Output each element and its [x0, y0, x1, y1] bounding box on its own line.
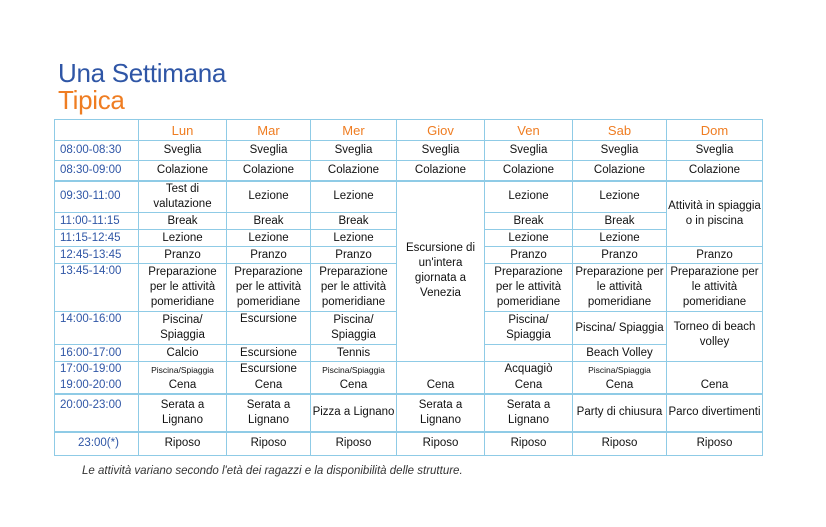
time-cell: 12:45-13:45 [55, 247, 139, 264]
schedule-cell: Sveglia [311, 141, 397, 161]
schedule-cell: Riposo [311, 432, 397, 456]
venezia-excursion-cell: Escursione di un'intera giornata a Venezia [397, 181, 485, 362]
schedule-cell: Riposo [573, 432, 667, 456]
schedule-cell: Tennis [311, 345, 397, 362]
schedule-cell: Lezione [227, 230, 311, 247]
schedule-cell: Colazione [667, 161, 763, 181]
schedule-cell: Sveglia [573, 141, 667, 161]
schedule-cell: Piscina/Spiaggia [139, 362, 227, 378]
schedule-cell: Sveglia [139, 141, 227, 161]
schedule-cell: Piscina/ Spiaggia [311, 312, 397, 345]
schedule-cell: Lezione [573, 181, 667, 213]
schedule-cell: Break [485, 213, 573, 230]
schedule-cell: Serata a Lignano [139, 394, 227, 432]
time-cell: 23:00(*) [55, 432, 139, 456]
schedule-cell: Serata a Lignano [227, 394, 311, 432]
schedule-cell: Cena [311, 378, 397, 394]
schedule-cell: Riposo [139, 432, 227, 456]
schedule-cell: Test di valutazione [139, 181, 227, 213]
schedule-cell: Parco divertimenti [667, 394, 763, 432]
table-row [55, 362, 763, 378]
schedule-cell: Calcio [139, 345, 227, 362]
schedule-cell: Serata a Lignano [397, 394, 485, 432]
time-cell: 08:00-08:30 [55, 141, 139, 161]
schedule-cell: Cena [485, 378, 573, 394]
table-row [55, 181, 763, 213]
schedule-cell: Preparazione per le attività pomeridiane [227, 264, 311, 312]
schedule-cell: Riposo [397, 432, 485, 456]
day-header: Mer [311, 120, 397, 141]
schedule-cell: Pranzo [227, 247, 311, 264]
schedule-cell: Riposo [227, 432, 311, 456]
day-header: Dom [667, 120, 763, 141]
schedule-cell: Piscina/Spiaggia [573, 362, 667, 378]
schedule-cell: Break [573, 213, 667, 230]
schedule-cell: Attività in spiaggia o in piscina [667, 181, 763, 247]
schedule-cell: Colazione [397, 161, 485, 181]
schedule-cell: Lezione [311, 230, 397, 247]
schedule-cell: Party di chiusura [573, 394, 667, 432]
footnote: Le attività variano secondo l'età dei ragazzi e la disponibilità delle strutture. [82, 465, 463, 477]
schedule-cell: Pizza a Lignano [311, 394, 397, 432]
time-cell: 17:00-19:00 [55, 362, 139, 378]
schedule-cell: Torneo di beach volley [667, 312, 763, 362]
schedule-cell: Lezione [485, 230, 573, 247]
time-cell: 14:00-16:00 [55, 312, 139, 345]
schedule-cell: Cena [139, 378, 227, 394]
table-row [55, 161, 763, 181]
schedule-cell: Sveglia [397, 141, 485, 161]
table-row [55, 432, 763, 456]
schedule-cell: Break [139, 213, 227, 230]
time-cell: 11:00-11:15 [55, 213, 139, 230]
schedule-cell: Cena [573, 378, 667, 394]
schedule-cell: Cena [227, 378, 311, 394]
schedule-cell [667, 362, 763, 378]
schedule-cell: Pranzo [485, 247, 573, 264]
schedule-cell: Preparazione per le attività pomeridiane [311, 264, 397, 312]
time-cell: 20:00-23:00 [55, 394, 139, 432]
time-cell: 19:00-20:00 [55, 378, 139, 394]
day-header: Giov [397, 120, 485, 141]
schedule-cell: Lezione [485, 181, 573, 213]
schedule-cell: Lezione [227, 181, 311, 213]
table-row [55, 141, 763, 161]
day-header: Lun [139, 120, 227, 141]
schedule-cell: Preparazione per le attività pomeridiane [139, 264, 227, 312]
schedule-cell: Escursione [227, 362, 311, 378]
time-cell: 16:00-17:00 [55, 345, 139, 362]
schedule-cell [485, 345, 573, 362]
schedule-cell: Escursione [227, 312, 311, 345]
schedule-cell: Colazione [311, 161, 397, 181]
time-header [55, 120, 139, 141]
schedule-cell: Serata a Lignano [485, 394, 573, 432]
schedule-cell: Pranzo [311, 247, 397, 264]
schedule-cell: Pranzo [139, 247, 227, 264]
schedule-cell: Colazione [573, 161, 667, 181]
schedule-cell: Break [311, 213, 397, 230]
time-cell: 11:15-12:45 [55, 230, 139, 247]
time-cell: 08:30-09:00 [55, 161, 139, 181]
schedule-cell: Preparazione per le attività pomeridiane [485, 264, 573, 312]
schedule-cell: Piscina/ Spiaggia [139, 312, 227, 345]
schedule-cell: Beach Volley [573, 345, 667, 362]
schedule-cell: Cena [397, 378, 485, 394]
schedule-cell: Lezione [311, 181, 397, 213]
schedule-cell: Sveglia [485, 141, 573, 161]
schedule-cell: Break [227, 213, 311, 230]
schedule-cell: Escursione [227, 345, 311, 362]
schedule-cell: Piscina/ Spiaggia [573, 312, 667, 345]
time-cell: 13:45-14:00 [55, 264, 139, 312]
schedule-cell: Cena [667, 378, 763, 394]
schedule-cell: Colazione [485, 161, 573, 181]
table-row [55, 378, 763, 394]
schedule-cell: Piscina/ Spiaggia [485, 312, 573, 345]
schedule-cell: Sveglia [227, 141, 311, 161]
day-header: Sab [573, 120, 667, 141]
schedule-cell: Preparazione per le attività pomeridiane [573, 264, 667, 312]
schedule-cell: Riposo [667, 432, 763, 456]
schedule-cell: Pranzo [573, 247, 667, 264]
table-row [55, 394, 763, 432]
day-header: Mar [227, 120, 311, 141]
header-row [55, 120, 763, 141]
day-header: Ven [485, 120, 573, 141]
schedule-cell: Lezione [573, 230, 667, 247]
schedule-cell: Preparazione per le attività pomeridiane [667, 264, 763, 312]
weekly-schedule-table [54, 119, 763, 456]
schedule-cell: Pranzo [667, 247, 763, 264]
time-cell: 09:30-11:00 [55, 181, 139, 213]
schedule-cell [397, 362, 485, 378]
schedule-cell: Piscina/Spiaggia [311, 362, 397, 378]
title-line-1: Una Settimana [58, 58, 227, 88]
schedule-cell: Colazione [227, 161, 311, 181]
page-title [58, 60, 226, 114]
title-line-2: Tipica [58, 85, 125, 115]
schedule-cell: Acquagiò [485, 362, 573, 378]
schedule-cell: Riposo [485, 432, 573, 456]
schedule-cell: Sveglia [667, 141, 763, 161]
schedule-cell: Lezione [139, 230, 227, 247]
schedule-cell: Colazione [139, 161, 227, 181]
